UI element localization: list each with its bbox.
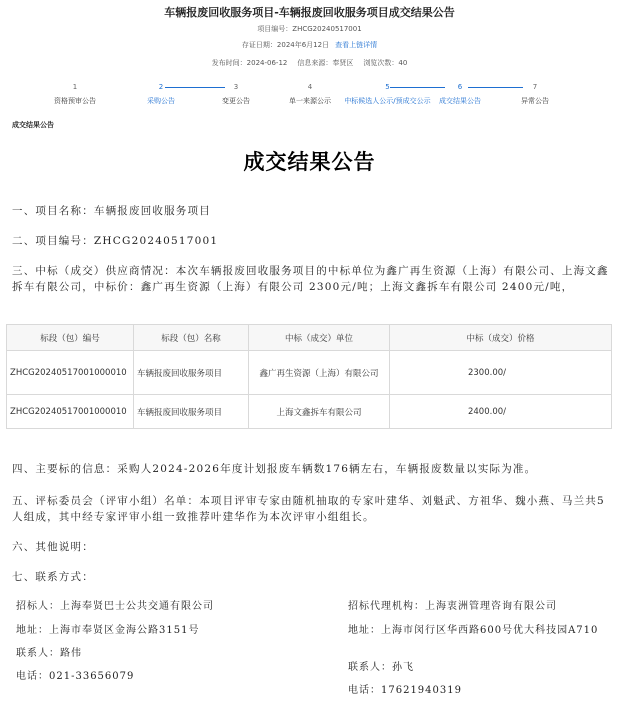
cell-unit: 鑫广再生资源（上海）有限公司	[249, 351, 390, 395]
info-source: 信息来源：奉贤区	[297, 59, 354, 67]
contact-agency-person: 联系人：孙飞	[348, 662, 414, 673]
col-header-code: 标段（包）编号	[7, 325, 134, 351]
publish-date: 发布时间：2024-06-12	[211, 59, 288, 67]
project-number: 项目编号：ZHCG20240517001	[257, 25, 362, 33]
item-project-number: 二、项目编号：ZHCG20240517001	[12, 235, 219, 247]
contact-buyer-person: 联系人：路伟	[16, 648, 82, 659]
col-header-price: 中标（成交）价格	[390, 325, 612, 351]
step-number: 1	[72, 83, 78, 91]
step-label: 资格预审公告	[54, 97, 96, 105]
cell-code: ZHCG20240517001000010	[7, 395, 134, 429]
table-row	[7, 351, 612, 395]
cell-unit: 上海文鑫拆车有限公司	[249, 395, 390, 429]
meta-line-3	[0, 58, 619, 68]
section-tag: 成交结果公告	[12, 121, 54, 129]
step-label: 采购公告	[147, 97, 175, 105]
step-number: 5	[385, 83, 390, 91]
item-project-name: 一、项目名称：车辆报废回收服务项目	[12, 205, 211, 217]
step-label: 中标候选人公示/预成交公示	[344, 97, 431, 105]
step-label: 异常公告	[521, 97, 549, 105]
view-chain-link[interactable]: 查看上链详情	[335, 41, 378, 49]
contact-buyer-phone: 电话：021-33656079	[16, 671, 135, 682]
step-number: 6	[457, 83, 463, 91]
item-committee: 五、评标委员会（评审小组）名单：本项目评审专家由随机抽取的专家叶建华、刘魁武、方祖华、魏小燕、马兰共5人组成，其中经专家评审小组一致推荐叶建华作为本次评审小组组长。	[12, 495, 605, 523]
cell-name: 车辆报废回收服务项目	[134, 395, 249, 429]
contact-agency-address: 地址：上海市闵行区华西路600号优大科技园A710	[348, 625, 599, 636]
col-header-name: 标段（包）名称	[134, 325, 249, 351]
notice-title: 车辆报废回收服务项目-车辆报废回收服务项目成交结果公告	[164, 6, 455, 19]
cell-name: 车辆报废回收服务项目	[134, 351, 249, 395]
contact-agency-phone: 电话：17621940319	[348, 685, 462, 696]
table-header-row	[7, 325, 612, 351]
item-other-notes: 六、其他说明：	[12, 541, 94, 553]
view-count: 浏览次数：40	[363, 59, 408, 67]
col-header-unit: 中标（成交）单位	[249, 325, 390, 351]
meta-line-2	[0, 40, 619, 50]
item-subject-info: 四、主要标的信息：采购人2024-2026年度计划报废车辆数176辆左右，车辆报废数量以实际为准。	[12, 463, 537, 475]
step-number: 7	[532, 83, 538, 91]
step-label: 成交结果公告	[439, 97, 481, 105]
step-number: 2	[158, 83, 164, 91]
meta-line-1	[0, 24, 619, 34]
table-row	[7, 395, 612, 429]
contact-agency: 招标代理机构：上海衷洲管理咨询有限公司	[348, 601, 557, 612]
step-label: 单一来源公示	[289, 97, 331, 105]
step-number: 3	[233, 83, 239, 91]
cell-price: 2300.00/	[390, 351, 612, 395]
step-label: 变更公告	[222, 97, 250, 105]
archive-date: 存证日期：2024年6月12日	[241, 41, 330, 49]
step-exception[interactable]	[490, 82, 580, 106]
cell-price: 2400.00/	[390, 395, 612, 429]
step-prequalification[interactable]	[30, 82, 120, 106]
process-steps	[0, 82, 619, 116]
contact-buyer: 招标人：上海奉贤巴士公共交通有限公司	[16, 601, 214, 612]
page-title: 成交结果公告	[243, 150, 376, 174]
step-number: 4	[307, 83, 313, 91]
result-table	[6, 324, 612, 429]
cell-code: ZHCG20240517001000010	[7, 351, 134, 395]
item-contact-heading: 七、联系方式：	[12, 571, 94, 583]
item-supplier-info: 三、中标（成交）供应商情况：本次车辆报废回收服务项目的中标单位为鑫广再生资源（上海）有限公司、上海文鑫拆车有限公司，中标价：鑫广再生资源（上海）有限公司 2300元/吨；上海文鑫拆车有限公司 2400元/吨，	[12, 265, 609, 293]
contact-buyer-address: 地址：上海市奉贤区金海公路3151号	[16, 625, 200, 636]
